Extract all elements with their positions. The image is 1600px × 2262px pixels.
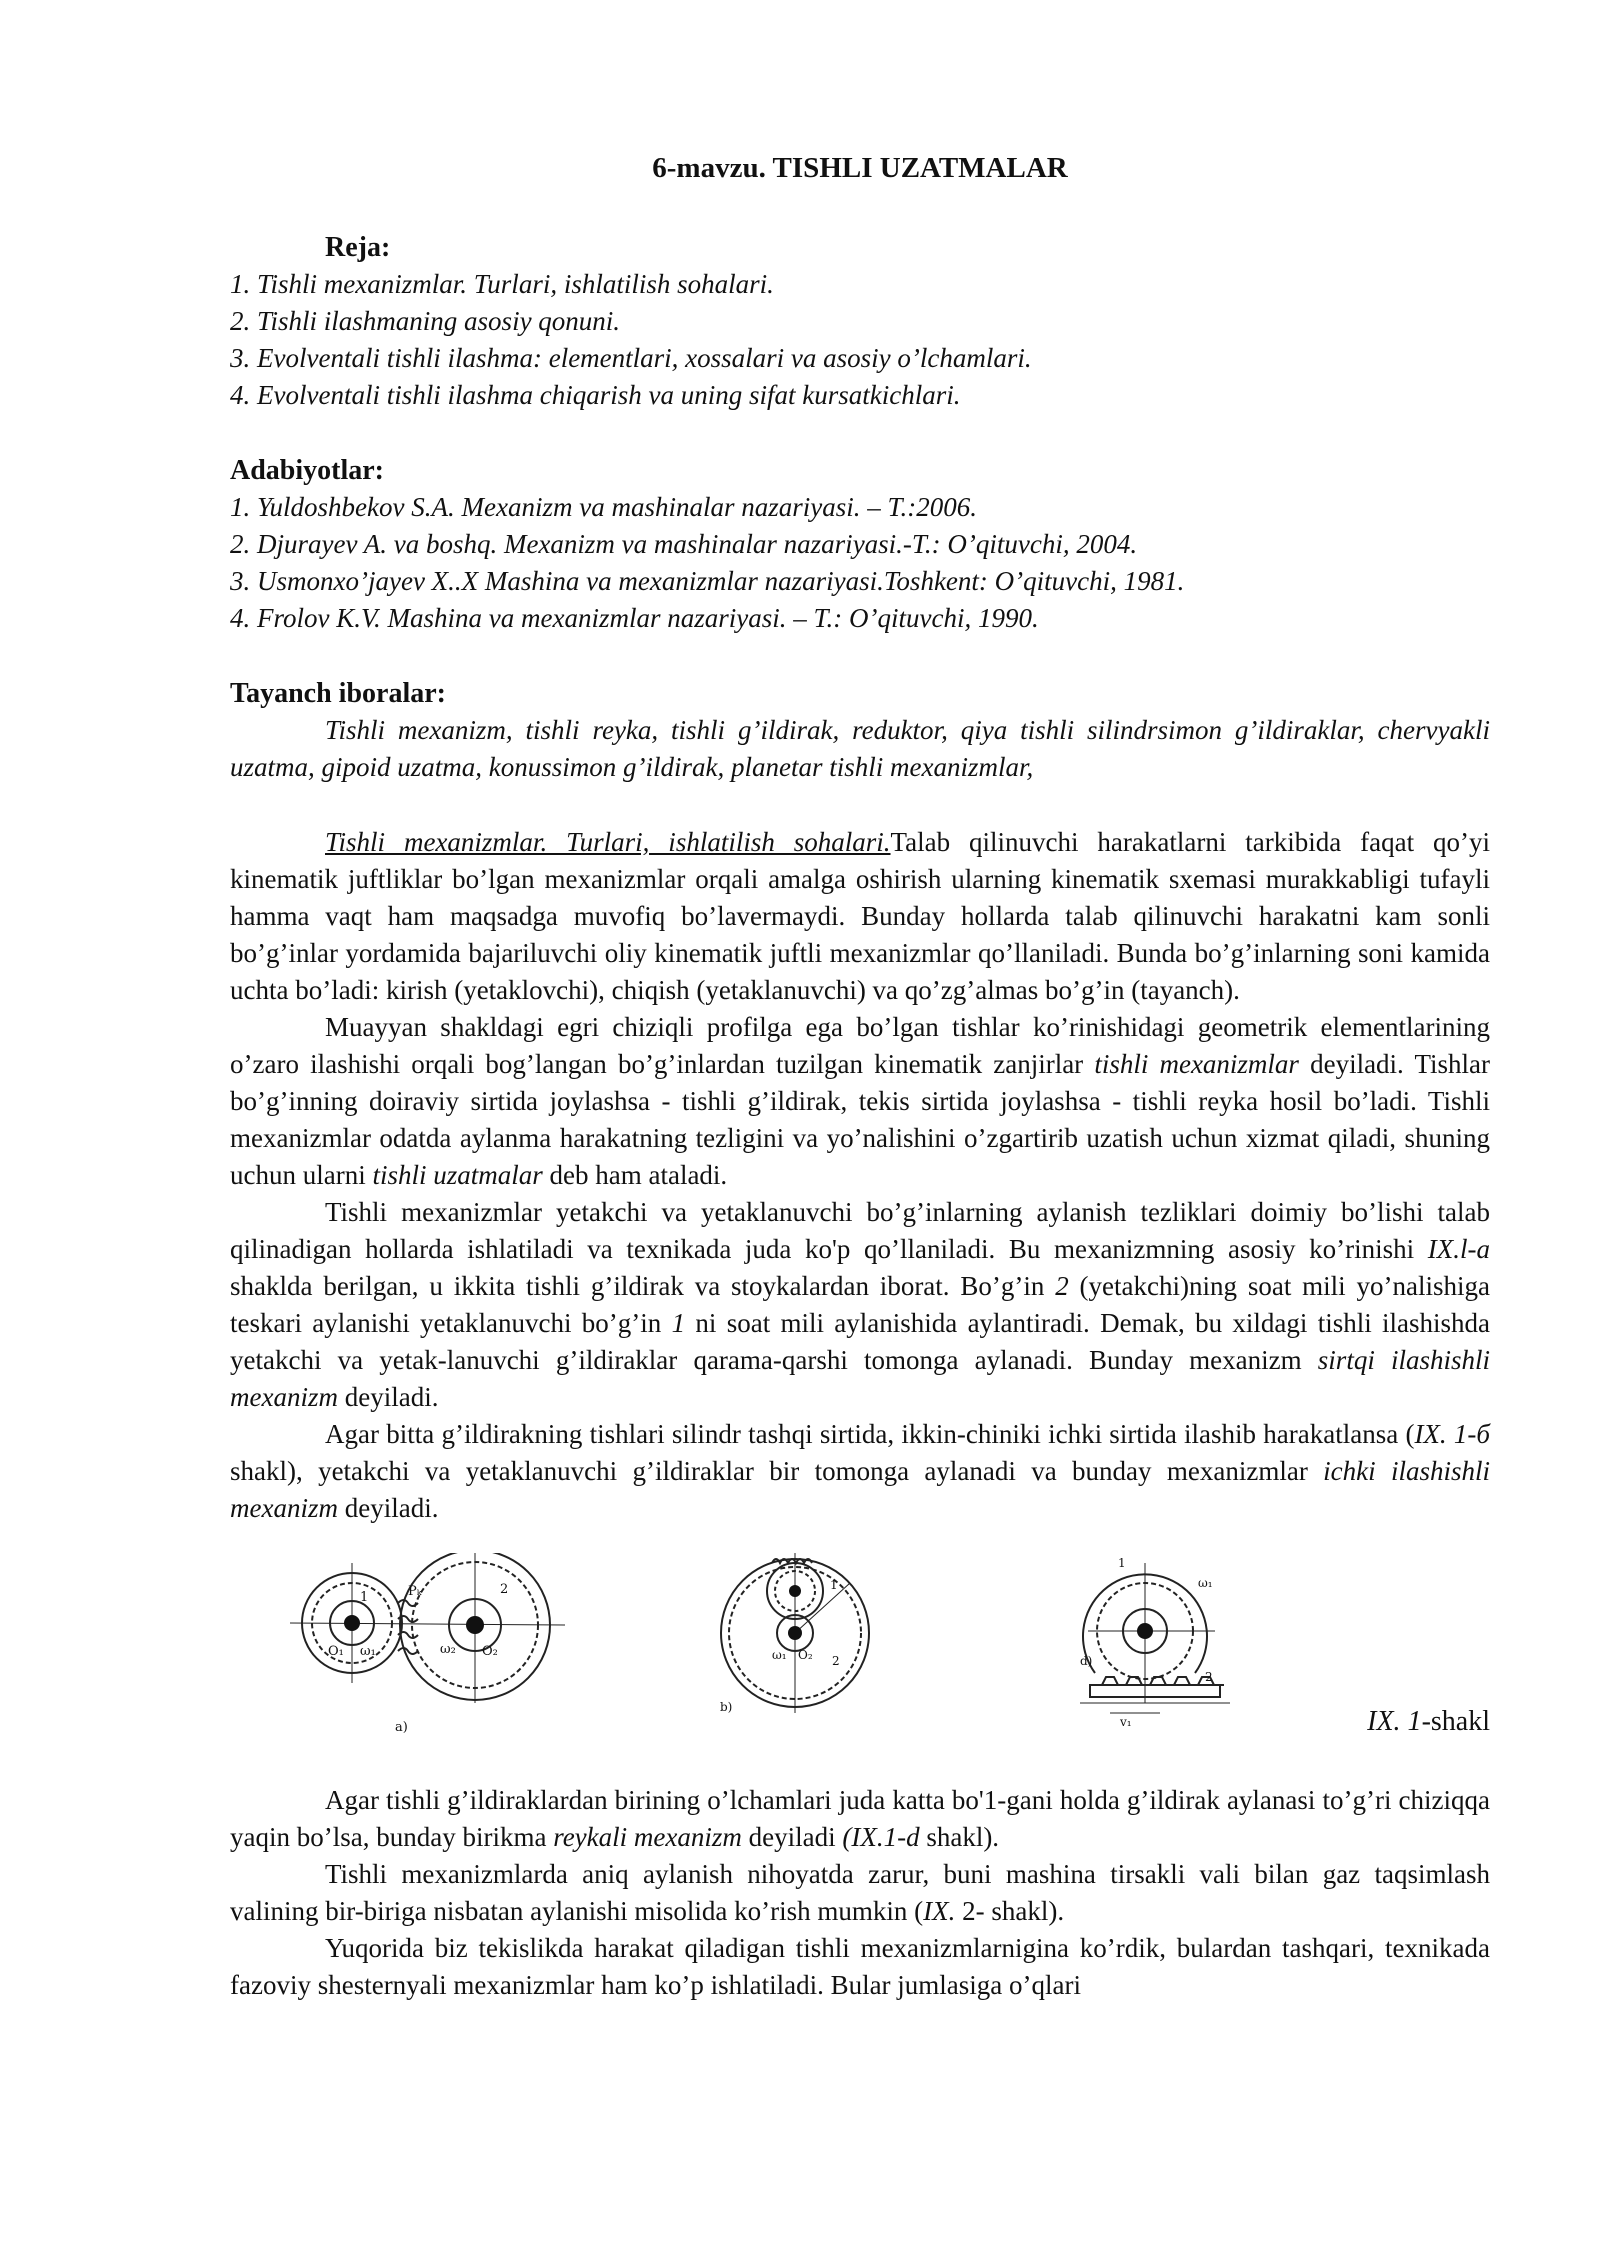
page-title: 6-mavzu. TISHLI UZATMALAR (652, 152, 1068, 184)
term-sirtqi: sirtqi ilashishli mexanizm (230, 1345, 1490, 1412)
label-o2: O₂ (482, 1644, 498, 1659)
label-w1: ω₁ (1198, 1576, 1213, 1590)
keywords-text: Tishli mexanizm, tishli reyka, tishli g’ildirak, reduktor, qiya tishli silindrsimon g’ildiraklar, chervyakli uzatma, gipoid uzatma, konussimon g’ildirak, planetar tishli mexanizmlar, (230, 715, 1490, 782)
figure-b-internal-gears (710, 1553, 880, 1738)
figure-ref: (IX.1-d (842, 1822, 920, 1852)
text-run: Agar bitta g’ildirakning tishlari silindr tashqi sirtida, ikkin-chiniki ichki sirtida ilashib harakatlansa ( (325, 1419, 1415, 1449)
literature-item: 1. Yuldoshbekov S.A. Mexanizm va mashinalar nazariyasi. – T.:2006. (230, 492, 977, 522)
term-reykali: reykali mexanizm (553, 1822, 742, 1852)
label-1: 1 (360, 1590, 369, 1605)
literature-heading: Adabiyotlar: (230, 455, 384, 486)
paragraph-7: Yuqorida biz tekislikda harakat qiladigan tishli mexanizmlarnigina ko’rdik, bulardan tashqari, texnikada fazoviy shesternyali mexanizmlar ham ko’p ishlatiladi. Bular jumlasiga o’qlari (230, 1933, 1490, 2000)
figure-ref: IX. (923, 1896, 956, 1926)
text-run: Muayyan shakldagi egri chiziqli profilga ega bo’lgan tishlar ko’rinishidagi geometrik elementlarining o’zaro ilashishi orqali bog’langan bo’g’inlardan tuzilgan kinematik zanjirlar (230, 1012, 1490, 1079)
label-a: a) (395, 1720, 408, 1735)
label-1: 1 (830, 1578, 838, 1592)
text-run: 2- shakl). (955, 1896, 1065, 1926)
link-number: 1 (671, 1308, 686, 1338)
section-link-text: Tishli mexanizmlar. Turlari, ishlatilish sohalari. (325, 827, 891, 857)
paragraph-3 (230, 1194, 1490, 1416)
figure-a-external-gears (290, 1553, 580, 1738)
paragraph-6 (230, 1856, 1490, 1930)
figure-ix-1 (230, 1553, 1490, 1758)
text-run: Tishli mexanizmlarda aniq aylanish nihoyatda zarur, buni mashina tirsakli vali bilan gaz taqsimlash valining bir-biriga nisbatan aylanishi misolida ko’rish mumkin ( (230, 1859, 1490, 1926)
text-run: deyiladi. (337, 1382, 439, 1412)
plan-list (230, 266, 1490, 414)
caption-number: IX. 1 (1367, 1706, 1422, 1737)
rack-drawing (1000, 1553, 1240, 1738)
label-v1: v₁ (1120, 1715, 1132, 1729)
keywords-heading: Tayanch iboralar: (230, 678, 446, 709)
plan-item: 3. Evolventali tishli ilashma: elementlari, xossalari va asosiy o’lchamlari. (230, 343, 1032, 373)
label-2: 2 (832, 1654, 840, 1668)
label-w1: ω₁ (360, 1644, 376, 1659)
label-o1: O₁ (328, 1644, 344, 1659)
term-tishli-uzatmalar: tishli uzatmalar (372, 1160, 543, 1190)
text-run: deb ham ataladi. (542, 1160, 728, 1190)
label-w2: ω₂ (440, 1642, 456, 1657)
paragraph-4 (230, 1416, 1490, 1527)
literature-item: 2. Djurayev A. va boshq. Mexanizm va mashinalar nazariyasi.-T.: O’qituvchi, 2004. (230, 529, 1138, 559)
text-run: deyiladi (741, 1822, 843, 1852)
paragraph-5 (230, 1782, 1490, 1856)
label-d: d) (1080, 1654, 1093, 1668)
link-number: 2 (1055, 1271, 1069, 1301)
label-2: 2 (500, 1582, 509, 1597)
figure-d-rack (1000, 1553, 1240, 1738)
label-pk: Pₖ (408, 1584, 422, 1599)
external-gears-drawing (290, 1553, 580, 1738)
text-run: (yetakchi)ning soat mili yo’nalishiga teskari aylanishi yetaklanuvchi bo’g’in (230, 1271, 1490, 1338)
label-1: 1 (1118, 1556, 1126, 1570)
term-ichki: ichki ilashishli mexanizm (230, 1456, 1490, 1523)
text-run: deyiladi. (337, 1493, 439, 1523)
paragraph-1-text: Talab qilinuvchi harakatlarni tarkibida faqat qo’yi kinematik juftliklar bo’lgan mexanizmlar orqali amalga oshirish ularning kinematik sxemasi murakkabligi tufayli hamma vaqt ham maqsadga muvofiq bo’lavermaydi. Bunday hollarda talab qilinuvchi harakatni kam sonli bo’g’inlar yordamida bajariluvchi oliy kinematik juftli mexanizmlar qo’llaniladi. Bunda bo’g’inlarning soni kamida uchta bo’ladi: kirish (yetaklovchi), chiqish (yetaklanuvchi) va qo’zg’almas bo’g’in (tayanch). (230, 827, 1490, 1005)
text-run: shaklda berilgan, u ikkita tishli g’ildirak va stoykalardan iborat. Bo’g’in (230, 1271, 1056, 1301)
plan-item: 1. Tishli mexanizmlar. Turlari, ishlatilish sohalari. (230, 269, 774, 299)
caption-text: -shakl (1421, 1706, 1490, 1737)
text-run: shakl), yetakchi va yetaklanuvchi g’ildiraklar bir tomonga aylanadi va bunday mexanizmlar (230, 1456, 1324, 1486)
literature-list (230, 489, 1490, 637)
literature-item: 4. Frolov K.V. Mashina va mexanizmlar nazariyasi. – T.: O’qituvchi, 1990. (230, 603, 1039, 633)
plan-heading: Reja: (325, 232, 391, 263)
plan-item: 4. Evolventali tishli ilashma chiqarish va uning sifat kursatkichlari. (230, 380, 961, 410)
figure-caption (1367, 1703, 1490, 1740)
term-tishli-mexanizmlar: tishli mexanizmlar (1094, 1049, 1299, 1079)
label-b: b) (720, 1700, 733, 1714)
text-run: ni soat mili aylanishida aylantiradi. Demak, bu xildagi tishli ilashishda yetakchi va yetak-lanuvchi g’ildiraklar qarama-qarshi tomonga aylanadi. Bunday mexanizm (230, 1308, 1490, 1375)
label-o2: O₂ (798, 1648, 813, 1662)
literature-item: 3. Usmonxo’jayev X..X Mashina va mexanizmlar nazariyasi.Toshkent: O’qituvchi, 1981. (230, 566, 1185, 596)
paragraph-1 (230, 824, 1490, 1009)
paragraph-2 (230, 1009, 1490, 1194)
label-w1: ω₁ (772, 1648, 787, 1662)
figure-ref: IX. 1-б (1414, 1419, 1490, 1449)
text-run: Agar tishli g’ildiraklardan birining o’lchamlari juda katta bo'1-gani holda g’ildirak aylanasi to’g’ri chiziqqa yaqin bo’lsa, bunday birikma (230, 1785, 1490, 1852)
text-run: deyiladi. Tishlar bo’g’inning doiraviy sirtida joylashsa - tishli g’ildirak, tekis sirtida joylashsa - tishli reyka hosil bo’ladi. Tishli mexanizmlar odatda aylanma harakatning tezligini va yo’nalishini o’zgartirib uzatish uchun xizmat qiladi, shuning uchun ularni (230, 1049, 1490, 1190)
document-content (230, 150, 1490, 2004)
plan-item: 2. Tishli ilashmaning asosiy qonuni. (230, 306, 621, 336)
label-2: 2 (1205, 1670, 1213, 1684)
text-run: Tishli mexanizmlar yetakchi va yetaklanuvchi bo’g’inlarning aylanish tezliklari doimiy bo’lishi talab qilinadigan hollarda ishlatiladi va texnikada juda ko'p qo’llaniladi. Bu mexanizmning asosiy ko’rinishi (230, 1197, 1490, 1264)
text-run: shakl). (919, 1822, 1000, 1852)
figure-ref: IX.l-a (1427, 1234, 1490, 1264)
internal-gears-drawing (710, 1553, 880, 1738)
